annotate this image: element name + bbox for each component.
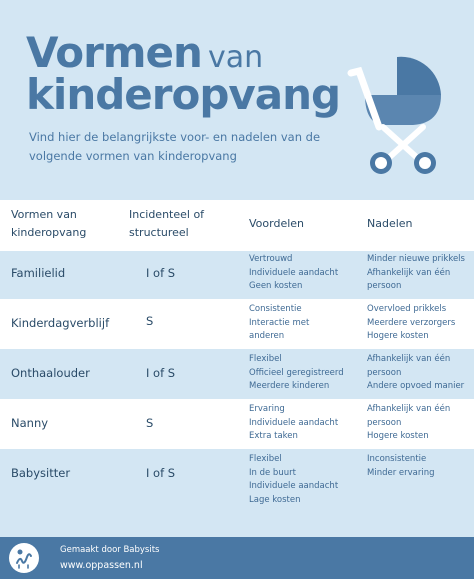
row-pros: Consistentie Interactie met anderen [249, 304, 310, 341]
row-type: I of S [146, 466, 176, 480]
page-title-line2: kinderopvang [26, 70, 341, 119]
footer-url[interactable]: www.oppassen.nl [60, 560, 143, 571]
col-header-pros: Voordelen [249, 217, 305, 230]
row-pros: Flexibel Officieel geregistreerd Meerdere kinderen [249, 354, 344, 391]
row-type: I of S [146, 266, 176, 280]
row-name: Babysitter [11, 466, 71, 480]
row-name: Kinderdagverblijf [11, 316, 110, 330]
col-header-cons: Nadelen [367, 217, 413, 230]
row-cons: Overvloed prikkels Meerdere verzorgers Hogere kosten [367, 304, 456, 341]
row-type: I of S [146, 366, 176, 380]
table-row [0, 349, 474, 399]
row-name: Onthaalouder [11, 366, 90, 380]
row-name: Nanny [11, 416, 49, 430]
header [0, 0, 474, 200]
title-small: van [207, 40, 264, 75]
row-name: Familielid [11, 266, 66, 280]
col-header-frequency: Incidenteel of structureel [129, 208, 205, 239]
table-row [0, 449, 474, 538]
row-type: S [146, 314, 154, 328]
table-header [0, 200, 474, 251]
col-header-type: Vormen van kinderopvang [11, 208, 87, 239]
row-cons: Inconsistentie Minder ervaring [367, 454, 435, 478]
table-row [0, 299, 474, 349]
footer-made-by: Gemaakt door Babysits [60, 545, 160, 555]
stroller-icon [345, 45, 455, 180]
row-pros: Vertrouwd Individuele aandacht Geen kosten [249, 254, 339, 291]
row-cons: Minder nieuwe prikkels Afhankelijk van één persoon [367, 254, 465, 291]
row-pros: Flexibel In de buurt Individuele aandacht Lage kosten [249, 454, 339, 505]
footer [0, 537, 474, 579]
title-main: Vormen [26, 28, 202, 77]
row-type: S [146, 416, 154, 430]
row-pros: Ervaring Individuele aandacht Extra taken [249, 404, 339, 441]
table-row [0, 251, 474, 299]
row-cons: Afhankelijk van één persoon Hogere kosten [367, 404, 451, 441]
subtitle: Vind hier de belangrijkste voor- en nadelen van de volgende vormen van kinderopvang [29, 130, 321, 163]
babysits-logo-icon [9, 543, 39, 573]
table-row [0, 399, 474, 449]
row-cons: Afhankelijk van één persoon Andere opvoed manier [367, 354, 465, 391]
comparison-table [0, 200, 474, 538]
